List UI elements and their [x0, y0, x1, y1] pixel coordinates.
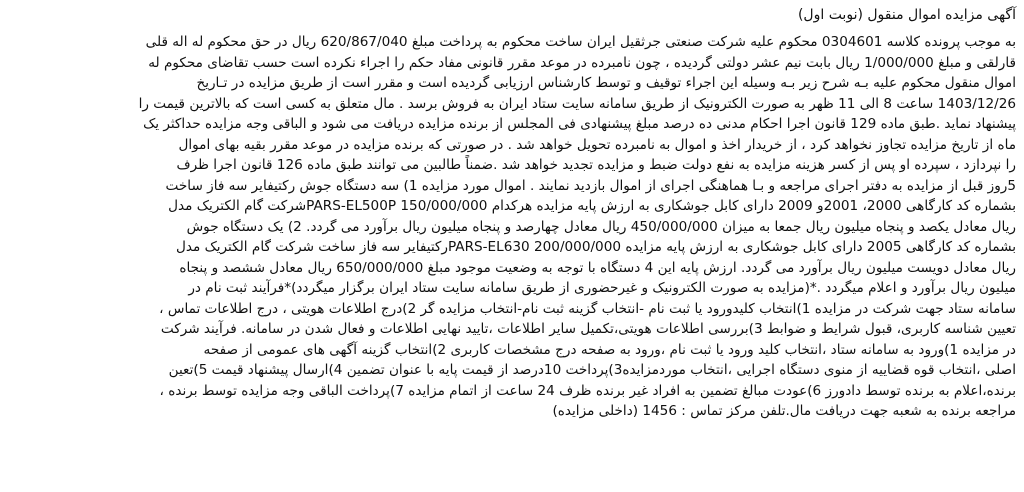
notice-line: 5روز قبل از مزایده به دفتر اجرای مراجعه و بـا هماهنگی اجرای از اموال بازدید نمایند . اموال مورد مزایده 1) سه دستگاه جوش رکتیفایر سه فاز ساخت [165, 177, 1016, 194]
notice-line: ماه از تاریخ مزایده تجاوز نخواهد کرد ، از خریدار اخذ و اموال به نامبرده تحویل خواهد شد . در صورتی که برنده مزایده در موعد مقرر بقیه بهای اموال [178, 136, 1016, 153]
notice-line: را نپردازد ، سپرده او پس از کسر هزینه مزایده به نفع دولت ضبط و مزایده تجدید خواهد شد .ضمناً طالبین می توانند طبق ماده 126 قانون اجرا ظرف [176, 157, 1016, 173]
notice-title: آگهی مزایده اموال منقول (نوبت اول) [797, 7, 1016, 23]
notice-line: در مزایده 1)ورود به سامانه ستاد ،انتخاب کلید ورود یا ثبت نام ،ورود به صفحه درج مشخصات کاربری 2)انتخاب گزینه آگهی های عمومی از صفحه [203, 341, 1016, 358]
notice-line: 1403/12/26 ساعت 8 الی 11 ظهر به صورت الکترونیک از طریق سامانه سایت ستاد ایران به فروش برسد . مال متعلق به کسی است که بالاترین قیمت را [138, 95, 1016, 112]
notice-line: اموال منقول محکوم علیه بـه شرح زیر بـه وسیله این اجراء توقیف و توسط کارشناس ارزیابی گردیده است و مقرر است از طریق مزایده در تـاریخ [196, 75, 1016, 91]
notice-line: تعیین شناسه کاربری، قبول شرایط و ضوابط 3)بررسی اطلاعات هویتی،تکمیل سایر اطلاعات ،تایید نهایی اطلاعات و فعال شدن در سامانه. فرآیند شرکت [160, 321, 1016, 337]
notice-line: ریال معادل دویست میلیون ریال برآورد می گردد. ارزش پایه این 4 دستگاه با توجه به وضعیت موجود مبلغ 650/000/000 ریال معادل ششصد و پنجاه [179, 259, 1016, 276]
notice-line: برنده،اعلام به برنده توسط دادورز 6)عودت مبالغ تضمین به افراد غیر برنده ظرف 24 ساعت از اتمام مزایده 7)پرداخت الباقی وجه مزایده توسط برنده ، [159, 382, 1016, 399]
notice-line: اصلی ،انتخاب قوه قضاییه از منوی دستگاه اجرایی ،انتخاب موردمزایده3)پرداخت 10درصد از قیمت پایه با عنوان تضمین 4)ارسال پیشنهاد قیمت 5)تعین [168, 362, 1016, 378]
notice-line: به موجب پرونده کلاسه 0304601 محکوم علیه شرکت صنعتی جرثقیل ایران ساخت محکوم به پرداخت مبلغ 620/867/040 ریال در حق محکوم له اله قلی [145, 34, 1016, 50]
notice-line: سامانه ستاد جهت شرکت در مزایده 1)انتخاب کلیدورود یا ثبت نام -انتخاب گزینه ثبت نام-انتخاب مزایده گر 2)درج اطلاعات هویتی ، درج اطلاعات تماس ، [159, 300, 1016, 317]
notice-line: مراجعه برنده به شعبه جهت دریافت مال.تلفن مرکز تماس : 1456 (داخلی مزایده) [552, 403, 1016, 419]
notice-line: ریال معادل یکصد و پنجاه میلیون ریال جمعا به میزان 450/000/000 ریال معادل چهارصد و پنجاه میلیون ریال برآورد می گردد. 2) یک دستگاه جوش [186, 218, 1016, 235]
notice-line: پیشنهاد نماید .طبق ماده 129 قانون اجرا احکام مدنی ده درصد مبلغ پیشنهادی فی المجلس از برنده مزایده دریافت می شود و الباقی وجه مزایده حداکثر یک [143, 116, 1016, 132]
notice-line: بشماره کد کارگاهی 2000، 2001و 2009 دارای کابل جوشکاری به ارزش پایه مزایده هرکدام 150/000/000 PARS-EL500Pشرکت گام الکتریک مدل [168, 198, 1016, 214]
notice-line: قارلقی و مبلغ 1/000/000 ریال بابت نیم عشر دولتی گردیده ، چون نامبرده در موعد مقرر قانونی مفاد حکم را اجراء نکرده است حسب تقاضای محکوم له [148, 54, 1016, 71]
notice-line: بشماره کد کارگاهی 2005 دارای کابل جوشکاری به ارزش پایه مزایده 200/000/000 PARS-EL630رکتیفایر سه فاز ساخت شرکت گام الکتریک مدل [175, 239, 1016, 255]
notice-line: میلیون ریال برآورد و اعلام میگردد .*(مزایده به صورت الکترونیک و غیرحضوری از طریق سامانه سایت ستاد ایران برگزار میگردد)*فرآیند ثبت نام در [188, 280, 1016, 296]
